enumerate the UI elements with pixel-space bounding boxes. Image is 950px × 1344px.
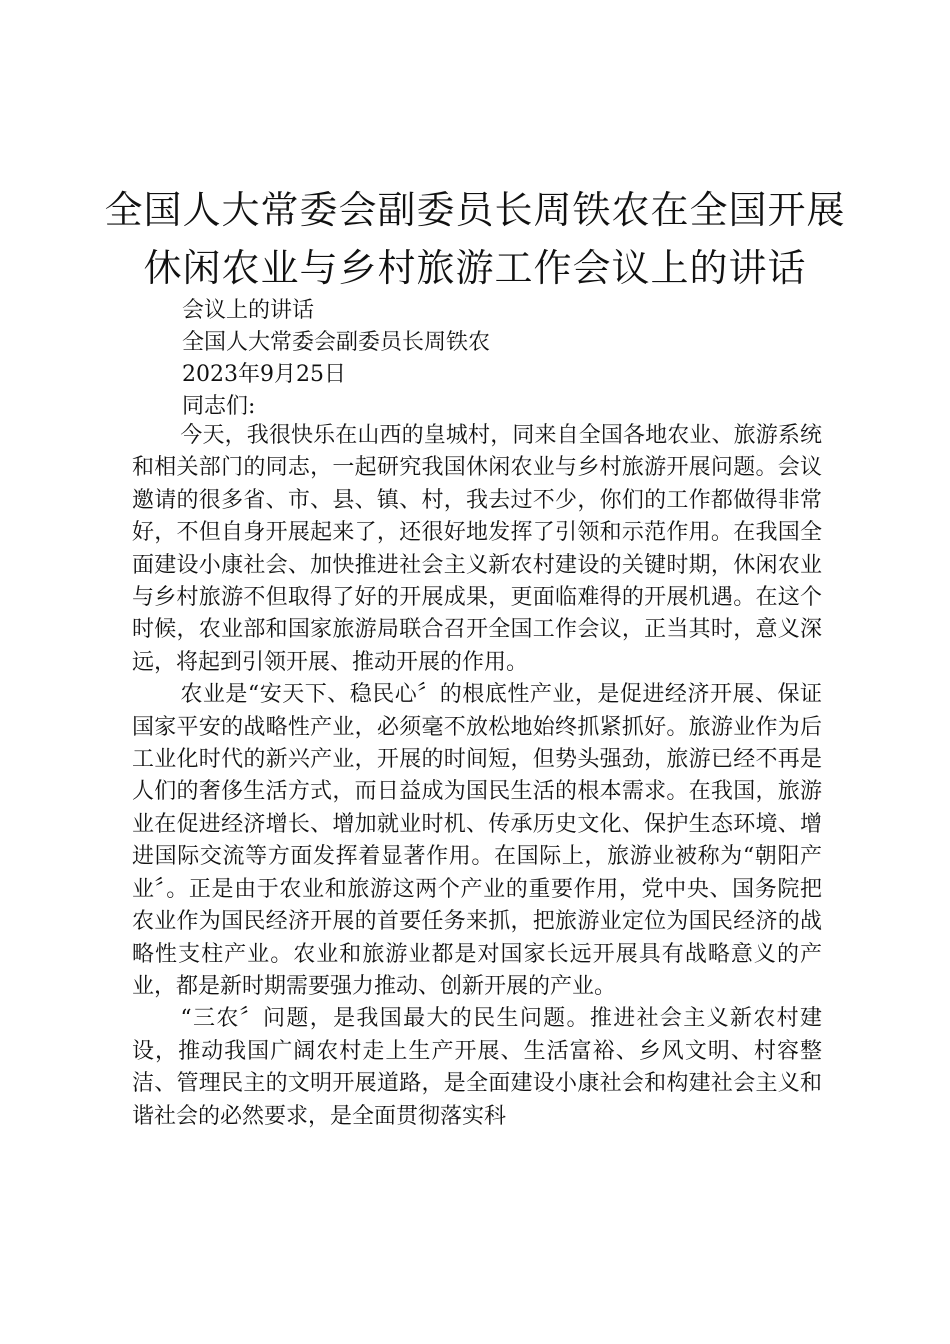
paragraph: 今天，我很快乐在山西的皇城村，同来自全国各地农业、旅游系统和相关部门的同志，一起研究我国休闲农业与乡村旅游开展问题。会议邀请的很多省、市、县、镇、村，我去过不少，你们的工作都做得非常好，不但自身开展起来了，还很好地发挥了引领和示范作用。在我国全面建设小康社会、加快推进社会主义新农村建设的关键时期，休闲农业与乡村旅游不但取得了好的开展成果，更面临难得的开展机遇。在这个时候，农业部和国家旅游局联合召开全国工作会议，正当其时，意义深远，将起到引领开展、推动开展的作用。 — [132, 423, 822, 675]
paragraph: 农业是“安天下、稳民心〞的根底性产业，是促进经济开展、保证国家平安的战略性产业，必须毫不放松地始终抓紧抓好。旅游业作为后工业化时代的新兴产业，开展的时间短，但势头强劲，旅游已经不再是人们的奢侈生活方式，而日益成为国民生活的根本需求。在我国，旅游业在促进经济增长、增加就业时机、传承历史文化、保护生态环境、增进国际交流等方面发挥着显著作用。在国际上，旅游业被称为“朝阳产业〞。正是由于农业和旅游这两个产业的重要作用，党中央、国务院把农业作为国民经济开展的首要任务来抓，把旅游业定位为国民经济的战略性支柱产业。农业和旅游业都是对国家长远开展具有战略意义的产业，都是新时期需要强力推动、创新开展的产业。 — [132, 682, 822, 999]
subtitle: 会议上的讲话 — [182, 298, 315, 323]
paragraph: “三农〞问题，是我国最大的民生问题。推进社会主义新农村建设，推动我国广阔农村走上生产开展、生活富裕、乡风文明、村容整洁、管理民主的文明开展道路，是全面建设小康社会和构建社会主义和谐社会的必然要求，是全面贯彻落实科 — [132, 1006, 822, 1129]
salutation: 同志们: — [182, 394, 256, 419]
document-title-line-2: 休闲农业与乡村旅游工作会议上的讲话 — [143, 246, 807, 290]
speaker: 全国人大常委会副委员长周铁农 — [182, 330, 491, 355]
speech-body — [132, 420, 822, 1133]
speech-date: 2023年9月25日 — [182, 362, 346, 387]
document-title-line-1: 全国人大常委会副委员长周铁农在全国开展 — [104, 188, 846, 232]
